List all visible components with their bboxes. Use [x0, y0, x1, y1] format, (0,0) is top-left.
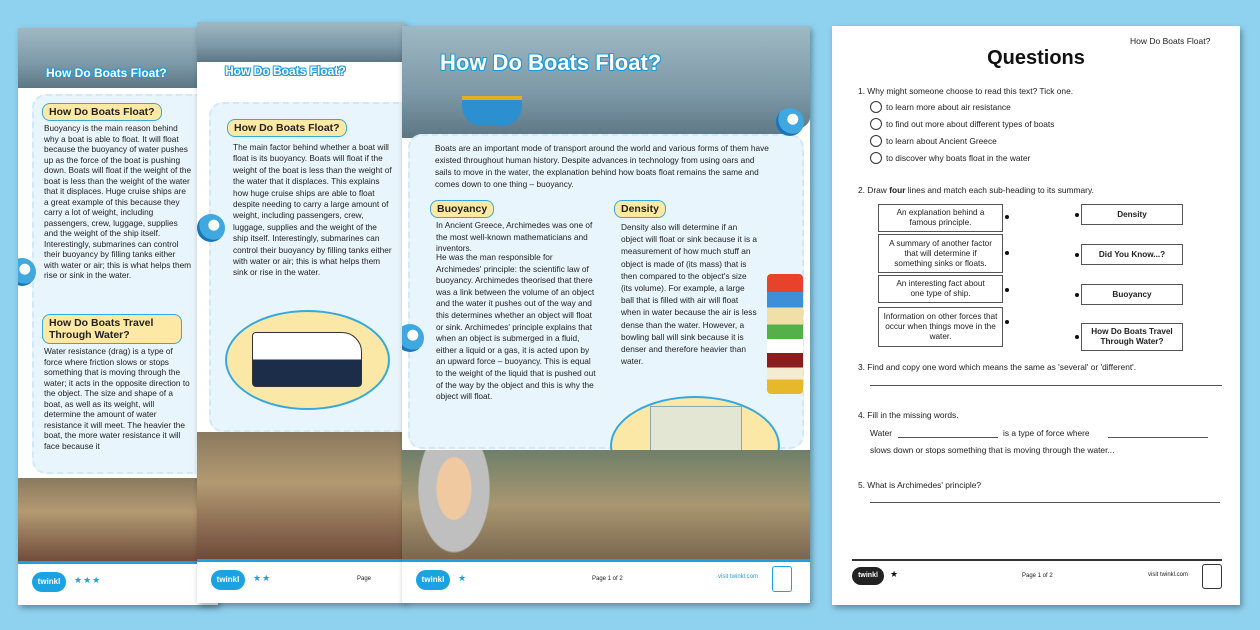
rowing-boats-illustration [197, 432, 405, 559]
visit-link[interactable]: visit twinkl.com [1148, 572, 1189, 578]
difficulty-stars: ★★★ [74, 575, 102, 585]
quality-badge-icon [772, 566, 792, 592]
summary-box: An explanation behind a famous principle. [878, 204, 1003, 232]
question-2 [858, 185, 1094, 195]
question-5: 5. What is Archimedes' principle? [858, 480, 982, 490]
match-dot[interactable] [1005, 288, 1009, 292]
subheading-box: Buoyancy [1081, 284, 1183, 305]
option-1[interactable] [870, 101, 1011, 113]
difficulty-stars: ★★ [253, 573, 272, 583]
twinkl-logo: twinkl [32, 572, 66, 592]
radio-circle[interactable] [870, 101, 882, 113]
page-footer [18, 561, 218, 605]
summary-box: Information on other forces that occur when things move in the water. [878, 307, 1003, 347]
worksheet-page-3-star [18, 28, 218, 605]
option-label: to learn about Ancient Greece [886, 136, 997, 146]
page-header: How Do Boats Float? [1130, 36, 1211, 46]
q4-text: is a type of force where [1003, 428, 1090, 438]
footer-divider [852, 559, 1222, 561]
difficulty-stars: ★ [890, 569, 899, 579]
option-4[interactable] [870, 152, 1030, 164]
question-3: 3. Find and copy one word which means the same as 'several' or 'different'. [858, 362, 1137, 372]
match-dot[interactable] [1075, 293, 1079, 297]
subheading-box: Density [1081, 204, 1183, 225]
wave-icon [776, 108, 804, 136]
radio-circle[interactable] [870, 152, 882, 164]
page-footer [197, 559, 405, 603]
section-text: The main factor behind whether a boat will float is its buoyancy. Boats will float if the weight of the boat is less than the weight of the water that it displaces. This explains how huge cruise ships are able to float despite needing to carry a large amount of weight, including passengers, crew, luggage, supplies and the weight of the ship itself. Interestingly, submarines can control their buoyancy by filling tanks either with water or air; this is what helps them sink or rise in the water. [233, 142, 392, 278]
archimedes-illustration [414, 450, 494, 560]
page-title: How Do Boats Float? [440, 50, 662, 75]
subheading-box: How Do Boats Travel Through Water? [1081, 323, 1183, 351]
section-heading: How Do Boats Float? [227, 119, 347, 137]
option-2[interactable] [870, 118, 1054, 130]
page-number: Page 1 of 2 [592, 576, 623, 582]
section-text: Water resistance (drag) is a type of force where friction slows or stops something that is moving through the water; it acts in the opposite direction to the object. The size and shape of a boat, as well as its weight, will determine the amount of water resistance it will meet. The heavier the boat, the more water resistance it will face because it [44, 346, 190, 451]
subheading-box: Did You Know...? [1081, 244, 1183, 265]
match-dot[interactable] [1075, 253, 1079, 257]
match-dot[interactable] [1005, 320, 1009, 324]
summary-box: An interesting fact about one type of ship. [878, 275, 1003, 303]
match-dot[interactable] [1075, 335, 1079, 339]
q2-bold: four [889, 185, 906, 195]
question-4: 4. Fill in the missing words. [858, 410, 959, 420]
option-label: to discover why boats float in the water [886, 153, 1031, 163]
cruise-ship-illustration [225, 310, 390, 410]
rowing-boats-illustration [18, 478, 218, 563]
match-dot[interactable] [1005, 215, 1009, 219]
questions-page [832, 26, 1240, 605]
answer-line[interactable] [870, 502, 1220, 503]
buoyancy-text-1: In Ancient Greece, Archimedes was one of the most well-known mathematicians and inventors. [436, 220, 593, 254]
fishing-boat-illustration [462, 96, 522, 126]
density-text: Density also will determine if an object will float or sink because it is a measurement of how much stuff an object is made of (its mass) that is then compared to the object's size (its volume). For example, a large ball that is filled with air will float when in water because the air is less dense than the water. However, a bowling ball will sink because it is denser and therefore heavier than water. [621, 222, 758, 367]
question-1: 1. Why might someone choose to read this text? Tick one. [858, 86, 1074, 96]
page-title: How Do Boats Float? [46, 66, 167, 80]
wave-icon [197, 214, 225, 242]
summary-box: A summary of another factor that will determine if something sinks or floats. [878, 234, 1003, 273]
density-column-illustration [767, 274, 803, 394]
q2-text: 2. Draw [858, 185, 890, 195]
option-label: to find out more about different types of boats [886, 119, 1055, 129]
section-heading: How Do Boats Float? [42, 103, 162, 121]
q4-word-water: Water [870, 428, 893, 438]
match-dot[interactable] [1075, 213, 1079, 217]
harbour-illustration [402, 26, 810, 138]
twinkl-logo: twinkl [416, 570, 450, 590]
option-label: to learn more about air resistance [886, 102, 1011, 112]
section-text: Buoyancy is the main reason behind why a boat is able to float. It will float because the buoyancy of water pushes up as the force of the boat is pushing down. Boats will float if the weight of the boat is less than the weight of the water that it displaces. Huge cruise ships are a great example of this because they carry a lot of weight, including passengers, crew, luggage, supplies and the weight of the ship itself. Interestingly, submarines can control their buoyancy by filling tanks either with water or air; this is what helps them rise or sink in the water. [44, 123, 192, 280]
difficulty-stars: ★ [458, 573, 468, 583]
section-heading: How Do Boats Travel Through Water? [42, 314, 182, 344]
buoyancy-text-2: He was the man responsible for Archimedes' principle: the scientific law of buoyancy. Archimedes theorised that there was a link between the volume of an object and the water it pushes out of the way and this determines whether an object will float or sink. Archimedes' principle explains that when an object is submerged in a fluid, either a liquid or a gas, it is acted upon by an upward force – buoyancy. This is equal to the weight of the liquid that is pushed out of the way by the object and this is why the object will float. [436, 252, 596, 402]
page-number: Page [357, 576, 372, 582]
worksheet-page-2-star [197, 22, 405, 603]
heading-buoyancy: Buoyancy [430, 200, 494, 218]
answer-line[interactable] [870, 385, 1222, 386]
option-3[interactable] [870, 135, 997, 147]
page-number: Page 1 of 2 [1022, 573, 1053, 579]
twinkl-logo: twinkl [211, 570, 245, 590]
q2-text: lines and match each sub-heading to its summary. [905, 185, 1094, 195]
page-title: Questions [987, 47, 1085, 69]
intro-text: Boats are an important mode of transport around the world and various forms of them have existed throughout human history. Despite advances in technology from using oars and sails to move in the water, the explanation behind how boats float remains the same and comes down to one thing – buoyancy. [435, 143, 769, 189]
answer-blank[interactable] [898, 437, 998, 438]
heading-density: Density [614, 200, 666, 218]
radio-circle[interactable] [870, 118, 882, 130]
q4-text-line2: slows down or stops something that is moving through the water... [870, 445, 1115, 455]
worksheet-page-1-star [402, 26, 810, 603]
answer-blank[interactable] [1108, 437, 1208, 438]
page-title: How Do Boats Float? [225, 64, 346, 78]
visit-link[interactable]: visit twinkl.com [718, 574, 759, 580]
match-dot[interactable] [1005, 251, 1009, 255]
harbour-illustration [197, 22, 405, 62]
quality-badge-icon [1202, 564, 1222, 589]
radio-circle[interactable] [870, 135, 882, 147]
twinkl-logo: twinkl [852, 567, 884, 585]
page-footer [402, 559, 810, 603]
